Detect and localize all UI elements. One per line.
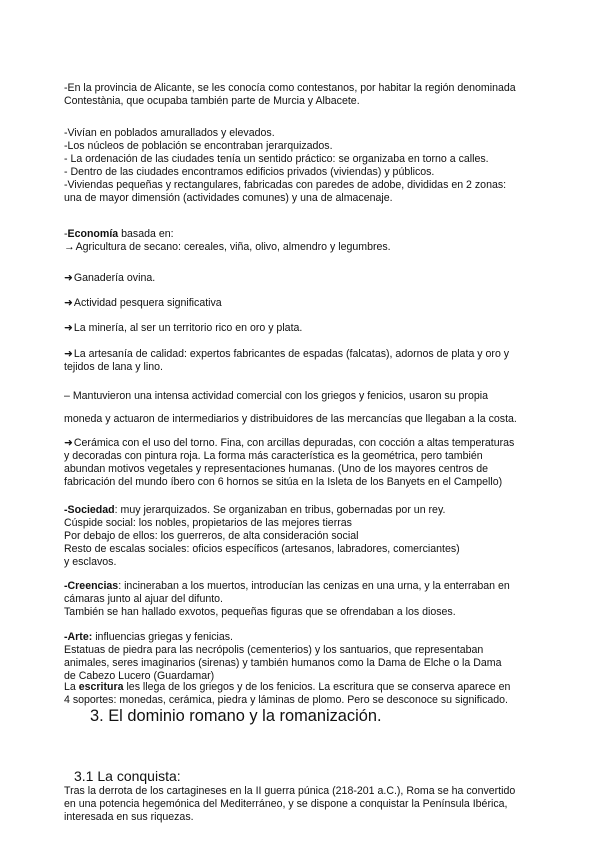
settlement-line: - La ordenación de las ciudades tenía un sentido práctico: se organizaba en torno a calles. <box>64 153 489 165</box>
writing-paragraph <box>64 681 536 707</box>
society-line: y esclavos. <box>64 556 117 568</box>
conquest-paragraph <box>64 785 536 824</box>
settlement-line: -Viviendas pequeñas y rectangulares, fabricadas con paredes de adobe, divididas en 2 zonas: <box>64 179 507 191</box>
beliefs-line: También se han hallado exvotos, pequeñas figuras que se ofrendaban a los dioses. <box>64 606 456 618</box>
economy-heading <box>64 228 536 254</box>
beliefs-title: -Creencias <box>64 580 119 592</box>
economy-suffix: basada en: <box>118 228 174 240</box>
ceramics-text-4: fabricación del mundo íbero con 6 hornos se sitúa en la Isleta de los Banyets en el Campello) <box>64 476 503 488</box>
fishing-item <box>64 297 536 310</box>
subsection-heading: 3.1 La conquista: <box>74 768 181 784</box>
art-text: influencias griegas y fenicias. <box>92 631 233 643</box>
writing-title: escritura <box>78 681 124 693</box>
livestock-text: Ganadería ovina. <box>73 272 156 284</box>
ceramics-text-2: y decoradas con pintura roja. La forma más característica es la geométrica, pero también <box>64 450 483 462</box>
art-paragraph <box>64 631 536 683</box>
trade-line-2: moneda y actuaron de intermediarios y distribuidores de las mercancías que llegaban a la costa. <box>64 413 517 425</box>
beliefs-text: : incineraban a los muertos, introducían las cenizas en una urna, y la enterraban en <box>118 580 510 592</box>
ceramics-text: Cerámica con el uso del torno. Fina, con arcillas depuradas, con cocción a altas temperaturas <box>73 437 515 449</box>
settlement-line: -Los núcleos de población se encontraban jerarquizados. <box>64 140 333 152</box>
art-line: Estatuas de piedra para las necrópolis (cementerios) y los santuarios, que representaban <box>64 644 484 656</box>
ceramics-item <box>64 437 536 489</box>
arrow-icon: ➜ <box>64 348 73 360</box>
crafts-text: La artesanía de calidad: expertos fabricantes de espadas (falcatas), adornos de plata y oro y <box>73 348 510 360</box>
beliefs-paragraph <box>64 580 536 619</box>
arrow-icon: ➜ <box>64 322 73 334</box>
economy-title: Economía <box>67 228 119 240</box>
society-title: -Sociedad <box>64 504 115 516</box>
conquest-line: Tras la derrota de los cartagineses en la II guerra púnica (218-201 a.C.), Roma se ha convertido <box>64 785 516 797</box>
agriculture-text: Agricultura de secano: cereales, viña, olivo, almendro y legumbres. <box>75 241 391 253</box>
writing-pre: La <box>64 681 79 693</box>
art-title: -Arte: <box>64 631 93 643</box>
trade-line-1: – Mantuvieron una intensa actividad comercial con los griegos y fenicios, usaron su propia <box>64 390 488 402</box>
conquest-line: en una potencia hegemónica del Mediterráneo, y se dispone a conquistar la Península Ibérica, <box>64 798 508 810</box>
arrow-icon: ➜ <box>64 297 73 309</box>
livestock-item <box>64 272 536 285</box>
arrow-icon: → <box>64 241 75 253</box>
beliefs-line: cámaras junto al ajuar del difunto. <box>64 593 223 605</box>
mining-item <box>64 322 536 335</box>
art-line: de Cabezo Lucero (Guardamar) <box>64 670 215 682</box>
writing-line: 4 soportes: monedas, cerámica, piedra y láminas de plomo. Pero se desconoce su significado. <box>64 694 508 706</box>
crafts-item <box>64 348 536 374</box>
intro-paragraph <box>64 82 536 108</box>
section-heading: 3. El dominio romano y la romanización. <box>90 707 382 725</box>
crafts-text-2: tejidos de lana y lino. <box>64 361 163 373</box>
settlement-line: - Dentro de las ciudades encontramos edificios privados (viviendas) y públicos. <box>64 166 435 178</box>
society-text: : muy jerarquizados. Se organizaban en tribus, gobernadas por un rey. <box>114 504 446 516</box>
settlement-line: una de mayor dimensión (actividades comunes) y una de almacenaje. <box>64 192 393 204</box>
trade-paragraph <box>64 386 536 429</box>
dash: - <box>64 228 68 240</box>
ceramics-text-3: abundan motivos vegetales y representaciones humanas. (Uno de los mayores centros de <box>64 463 488 475</box>
settlement-line: -Vivían en poblados amurallados y elevados. <box>64 127 275 139</box>
writing-text: les llega de los griegos y de los fenicios. La escritura que se conserva aparece en <box>123 681 511 693</box>
arrow-icon: ➜ <box>64 437 73 449</box>
fishing-text: Actividad pesquera significativa <box>73 297 222 309</box>
society-line: Cúspide social: los nobles, propietarios de las mejores tierras <box>64 517 352 529</box>
society-line: Por debajo de ellos: los guerreros, de alta consideración social <box>64 530 359 542</box>
conquest-line: interesada en sus riquezas. <box>64 811 194 823</box>
intro-line-2: Contestània, que ocupaba también parte de Murcia y Albacete. <box>64 95 360 107</box>
settlements-paragraph <box>64 127 536 205</box>
art-line: animales, seres imaginarios (sirenas) y también humanos como la Dama de Elche o la Dama <box>64 657 502 669</box>
society-line: Resto de escalas sociales: oficios específicos (artesanos, labradores, comerciantes) <box>64 543 460 555</box>
mining-text: La minería, al ser un territorio rico en oro y plata. <box>73 322 303 334</box>
arrow-icon: ➜ <box>64 272 73 284</box>
society-paragraph <box>64 504 536 569</box>
intro-line-1: -En la provincia de Alicante, se les conocía como contestanos, por habitar la región denominada <box>64 82 516 94</box>
